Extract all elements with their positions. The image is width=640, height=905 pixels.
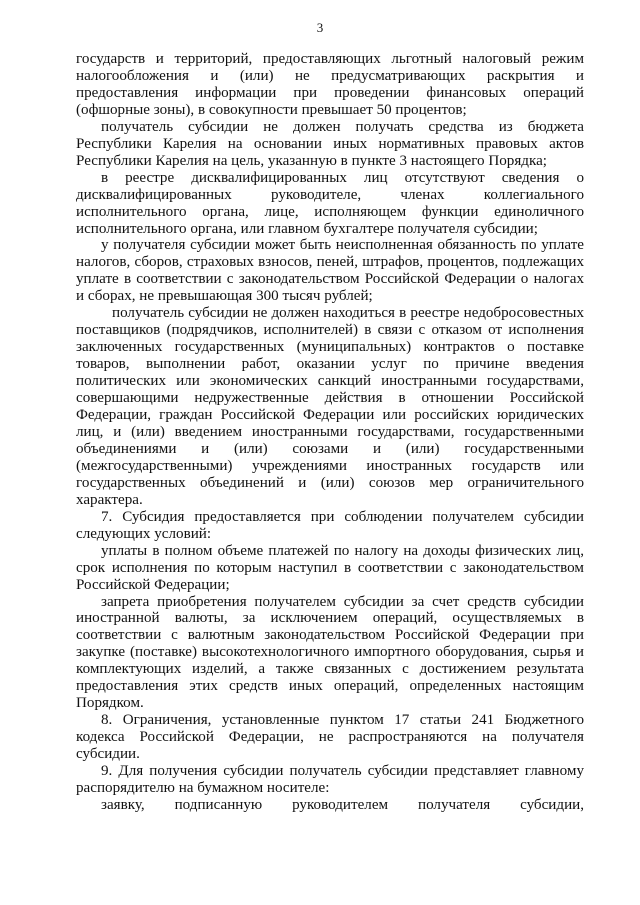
paragraph-item-8-restrictions: 8. Ограничения, установленные пунктом 17 статьи 241 Бюджетного кодекса Российской Федерации, не распространяются на получателя субсидии. [76, 712, 584, 763]
paragraph-item-7-conditions: 7. Субсидия предоставляется при соблюдении получателем субсидии следующих условий: [76, 508, 584, 542]
paragraph-income-tax-payments: уплаты в полном объеме платежей по налогу на доходы физических лиц, срок исполнения по которым наступил в соответствии с законодательством Российской Федерации; [76, 542, 584, 593]
paragraph-offshore-continuation: государств и территорий, предоставляющих льготный налоговый режим налогообложения и (или) не предусматривающих раскрытия и предоставления информации при проведении финансовых операций (офшорные зоны), в совокупности превышает 50 процентов; [76, 51, 584, 118]
paragraph-application-signed: заявку, подписанную руководителем получателя субсидии, [101, 796, 584, 813]
paragraph-no-other-budget-funds: получатель субсидии не должен получать средства из бюджета Республики Карелия на основании иных нормативных правовых актов Республики Карелия на цель, указанную в пункте 3 настоящего Порядка; [76, 118, 584, 169]
paragraph-tax-arrears-limit: у получателя субсидии может быть неисполненная обязанность по уплате налогов, сборов, страховых взносов, пеней, штрафов, процентов, подлежащих уплате в соответствии с законодательством Российской Федерации о налогах и сборах, не превышающая 300 тысяч рублей; [76, 237, 584, 305]
paragraph-item-9-submission: 9. Для получения субсидии получатель субсидии представляет главному распорядителю на бумажном носителе: [76, 763, 584, 796]
paragraph-foreign-currency-prohibition: запрета приобретения получателем субсидии за счет средств субсидии иностранной валюты, за исключением операций, осуществляемых в соответствии с валютным законодательством Российской Федерации при закупке (поставке) высокотехнологичного импортного оборудования, сырья и комплектующих изделий, а также связанных с достижением результата предоставления этих средств иных операций, определенных настоящим Порядком. [76, 593, 584, 712]
paragraph-unscrupulous-suppliers-registry: получатель субсидии не должен находиться в реестре недобросовестных поставщиков (подрядчиков, исполнителей) в связи с отказом от исполнения заключенных государственных (муниципальных) контрактов о поставке товаров, выполнении работ, оказании услуг по причине введения политических или экономических санкций иностранными государствами, совершающими недружественные действия в отношении Российской Федерации, граждан Российской Федерации или российских юридических лиц, и (или) введением иностранными государствами, государственными объединениями и (или) союзами и (или) государственными (межгосударственными) учреждениями иностранных государств или государственных объединений и (или) союзов мер ограничительного характера. [76, 305, 584, 508]
page-number: 3 [316, 20, 324, 35]
paragraph-disqualified-persons-registry: в реестре дисквалифицированных лиц отсутствуют сведения о дисквалифицированных руководителе, членах коллегиального исполнительного органа, лице, исполняющем функции единоличного исполнительного органа, или главном бухгалтере получателя субсидии; [76, 169, 584, 237]
document-body [76, 51, 584, 814]
